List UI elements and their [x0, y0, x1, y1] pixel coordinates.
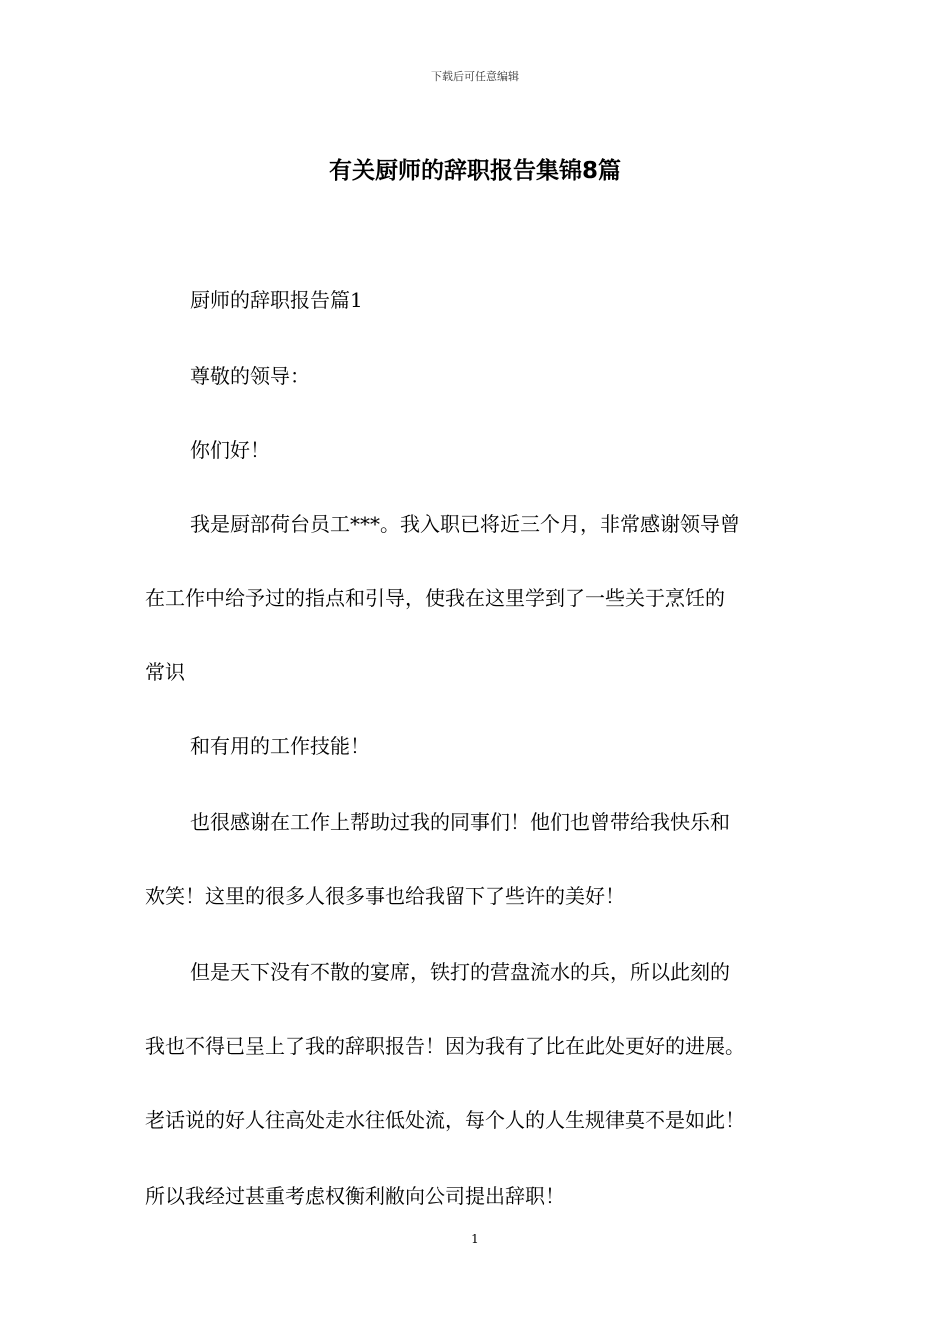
greeting: 你们好！ [190, 438, 270, 462]
document-title: 有关厨师的辞职报告集锦8篇 [328, 158, 621, 184]
paragraph-line: 在工作中给予过的指点和引导，使我在这里学到了一些关于烹饪的 [145, 586, 725, 610]
paragraph-line: 和有用的工作技能！ [190, 734, 370, 758]
section-heading: 厨师的辞职报告篇1 [190, 288, 363, 312]
paragraph-line: 也很感谢在工作上帮助过我的同事们！他们也曾带给我快乐和 [190, 810, 730, 834]
page-number: 1 [471, 1232, 479, 1246]
paragraph-line: 老话说的好人往高处走水往低处流，每个人的人生规律莫不是如此！ [145, 1108, 745, 1132]
paragraph-line: 我也不得已呈上了我的辞职报告！因为我有了比在此处更好的进展。 [145, 1034, 745, 1058]
paragraph-line: 所以我经过甚重考虑权衡利敝向公司提出辞职！ [145, 1184, 565, 1208]
paragraph-line: 欢笑！这里的很多人很多事也给我留下了些许的美好！ [145, 884, 625, 908]
paragraph-line: 我是厨部荷台员工***。我入职已将近三个月，非常感谢领导曾 [190, 512, 740, 536]
salutation: 尊敬的领导： [190, 364, 310, 388]
paragraph-line: 但是天下没有不散的宴席，铁打的营盘流水的兵，所以此刻的 [190, 960, 730, 984]
paragraph-line: 常识 [145, 660, 185, 684]
header-note: 下载后可任意编辑 [431, 70, 519, 83]
